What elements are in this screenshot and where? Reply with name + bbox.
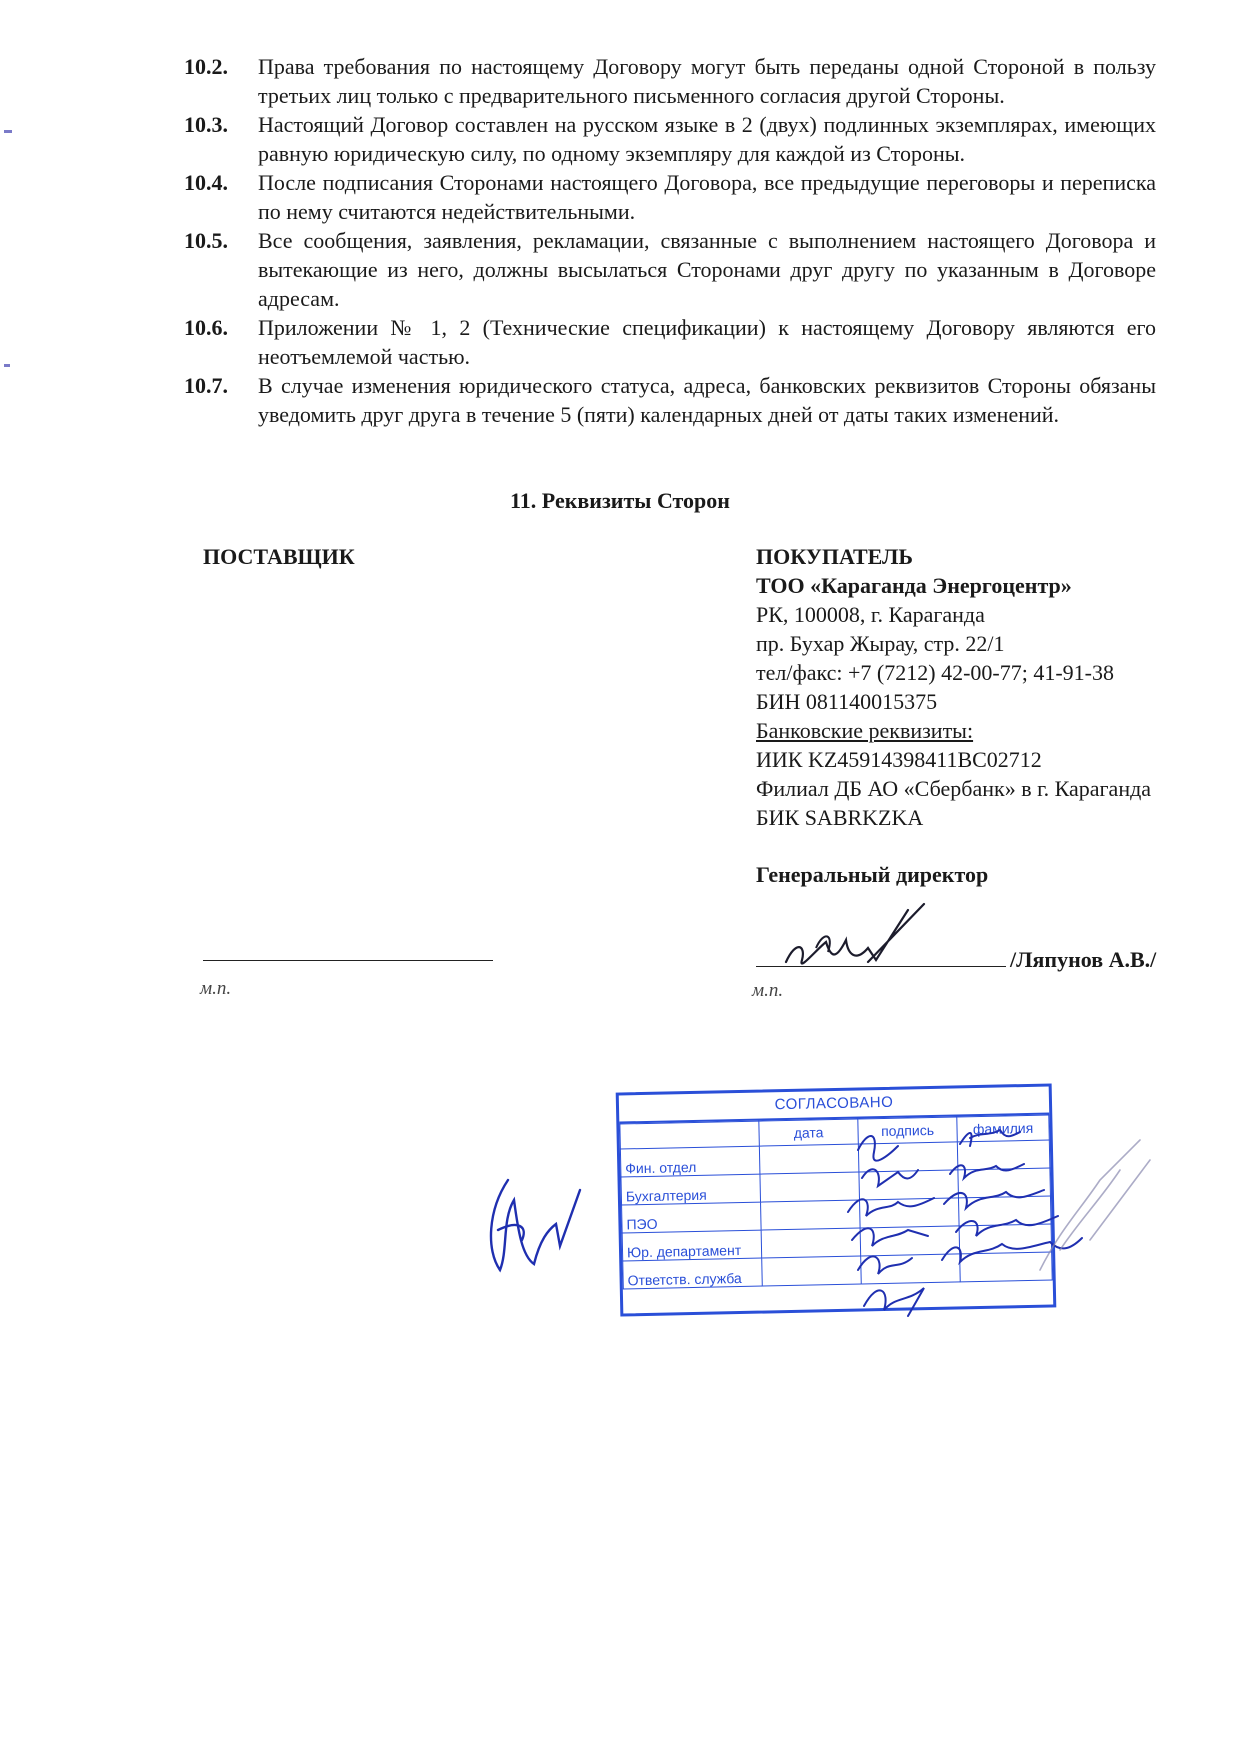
scan-artifact	[4, 130, 12, 133]
clause-number: 10.6.	[184, 315, 228, 340]
buyer-bik: БИК SABRKZKA	[756, 805, 924, 830]
signer-name: /Ляпунов А.В./	[1010, 947, 1157, 972]
buyer-iik: ИИК KZ45914398411BC02712	[756, 747, 1042, 772]
buyer-seal-place: м.п.	[752, 980, 784, 1001]
buyer-bin: БИН 081140015375	[756, 689, 938, 714]
director-position: Генеральный директор	[756, 862, 989, 887]
clause-text: В случае изменения юридического статуса, адреса, банковских реквизитов Стороны обязаны уведомить друг друга в течение 5 (пяти) календарных дней от даты таких изменений.	[258, 373, 1156, 427]
supplier-block	[203, 542, 603, 571]
clause-number: 10.2.	[184, 54, 228, 79]
director-signature	[776, 900, 936, 985]
clause-text: После подписания Сторонами настоящего Договора, все предыдущие переговоры и переписка по нему считаются недействительными.	[258, 170, 1156, 224]
clause-10-3	[184, 110, 1156, 168]
stamp-col-surname: фамилия	[957, 1115, 1050, 1142]
buyer-block	[756, 542, 1226, 832]
supplier-seal-place: м.п.	[200, 978, 232, 999]
clause-10-4	[184, 168, 1156, 226]
section-title: 11. Реквизиты Сторон	[510, 488, 730, 513]
clause-number: 10.3.	[184, 112, 228, 137]
scan-artifact	[4, 364, 10, 367]
contract-clauses	[184, 52, 1156, 429]
clause-number: 10.7.	[184, 373, 228, 398]
clause-text: Все сообщения, заявления, рекламации, связанные с выполнением настоящего Договора и вытекающие из него, должны высылаться Сторонами друг другу по указанным в Договоре адресам.	[258, 228, 1156, 311]
buyer-heading: ПОКУПАТЕЛЬ	[756, 544, 913, 569]
clause-10-5	[184, 226, 1156, 313]
stamp-row-label: Юр. департамент	[622, 1230, 762, 1261]
supplier-heading: ПОСТАВЩИК	[203, 544, 355, 569]
stamp-row-label: Ответств. служба	[623, 1258, 763, 1289]
stamp-title: СОГЛАСОВАНО	[619, 1087, 1049, 1124]
buyer-phone: тел/факс: +7 (7212) 42-00-77; 41-91-38	[756, 660, 1114, 685]
clause-number: 10.4.	[184, 170, 228, 195]
buyer-address-line-2: пр. Бухар Жырау, стр. 22/1	[756, 631, 1005, 656]
buyer-company: ТОО «Караганда Энергоцентр»	[756, 573, 1072, 598]
stamp-col-signature: подпись	[858, 1117, 958, 1144]
stamp-row-label: Фин. отдел	[620, 1146, 760, 1177]
stamp-row-label: Бухгалтерия	[621, 1174, 761, 1205]
clause-text: Настоящий Договор составлен на русском языке в 2 (двух) подлинных экземплярах, имеющих равную юридическую силу, по одному экземпляру для каждой из Стороны.	[258, 112, 1156, 166]
buyer-address-line-1: РК, 100008, г. Караганда	[756, 602, 985, 627]
stamp-col-date: дата	[759, 1119, 859, 1146]
faded-signature	[1030, 1130, 1160, 1285]
supplier-signature-line	[203, 960, 493, 961]
clause-10-7	[184, 371, 1156, 429]
clause-number: 10.5.	[184, 228, 228, 253]
buyer-bank: Филиал ДБ АО «Сбербанк» в г. Караганда	[756, 776, 1152, 801]
clause-text: Права требования по настоящему Договору могут быть переданы одной Стороной в пользу третьих лиц только с предварительного письменного согласия другой Стороны.	[258, 54, 1156, 108]
clause-text: Приложении № 1, 2 (Технические спецификации) к настоящему Договору являются его неотъемлемой частью.	[258, 315, 1156, 369]
left-handwritten-signature	[478, 1160, 588, 1285]
bank-details-label: Банковские реквизиты:	[756, 718, 974, 743]
clause-10-2	[184, 52, 1156, 110]
clause-10-6	[184, 313, 1156, 371]
stamp-signatures	[838, 1120, 948, 1325]
stamp-row-label: ПЭО	[622, 1202, 762, 1233]
